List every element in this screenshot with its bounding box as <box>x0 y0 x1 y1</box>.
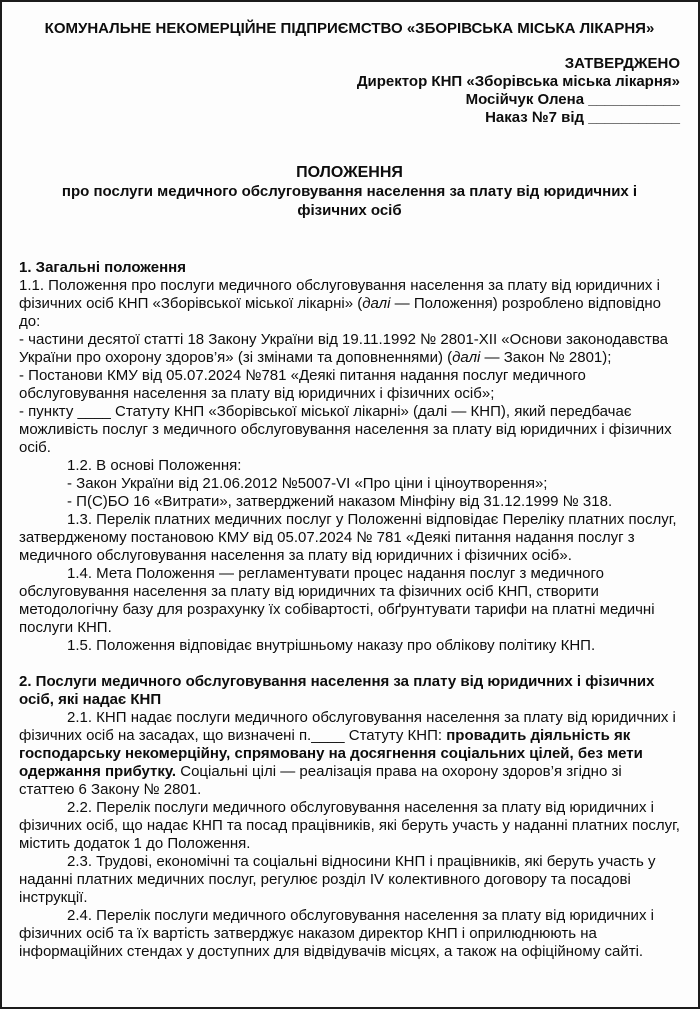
section-general-provisions <box>19 259 680 655</box>
paragraph-1-2: 1.2. В основі Положення: <box>67 457 242 474</box>
bullet-resolution-781: - Постанови КМУ від 05.07.2024 №781 «Деякі питання надання послуг медичного обслуговування населення за плату від юридичних і фізичних осіб»; <box>19 367 586 402</box>
bullet-law-2801: - частини десятої статті 18 Закону України від 19.11.1992 № 2801-XII «Основи законодавства України про охорону здоров’я» (зі змінами та доповненнями) (далі — Закон № 2801); <box>19 331 668 366</box>
section-1-heading: 1. Загальні положення <box>19 259 186 276</box>
paragraph-1-5: 1.5. Положення відповідає внутрішньому наказу про облікову політику КНП. <box>67 637 596 654</box>
approval-order-line: Наказ №7 від ___________ <box>485 109 680 126</box>
paragraph-2-2: 2.2. Перелік послуги медичного обслуговування населення за плату від юридичних і фізичних осіб, що надає КНП та посад працівників, які беруть участь у наданні платних послуг, містить додаток 1 до Положення. <box>19 799 680 852</box>
approval-stamp: ЗАТВЕРДЖЕНО <box>564 55 680 72</box>
bullet-law-5007: - Закон України від 21.06.2012 №5007-VI «Про ціни і ціноутворення»; <box>67 475 548 492</box>
paragraph-1-3: 1.3. Перелік платних медичних послуг у Положенні відповідає Переліку платних послуг, затвердженому постановою КМУ від 05.07.2024 № 781 «Деякі питання надання послуг з медичного обслуговування населення за плату від юридичних і фізичних осіб». <box>19 511 677 564</box>
paragraph-1-4: 1.4. Мета Положення — регламентувати процес надання послуг з медичного обслуговування населення за плату від юридичних та фізичних осіб КНП, створити методологічну базу для розрахунку їх собівартості, обґрунтувати тарифи на платні медичні послуги КНП. <box>19 565 655 636</box>
document-subtitle: про послуги медичного обслуговування населення за плату від юридичних і фізичних осіб <box>61 183 638 219</box>
org-name: КОМУНАЛЬНЕ НЕКОМЕРЦІЙНЕ ПІДПРИЄМСТВО «ЗБОРІВСЬКА МІСЬКА ЛІКАРНЯ» <box>44 20 655 37</box>
paragraph-2-4: 2.4. Перелік послуги медичного обслуговування населення за плату від юридичних і фізичних осіб та їх вартість затверджує наказом директор КНП і оприлюднюють на інформаційних стендах у доступних для відвідувачів місцях, а також на офіційному сайті. <box>19 907 654 960</box>
section-paid-services <box>19 673 680 961</box>
paragraph-2-3: 2.3. Трудові, економічні та соціальні відносини КНП і працівників, які беруть участь у наданні платних медичних послуг, регулює розділ IV колективного договору та посадові інструкції. <box>19 853 656 906</box>
bullet-statute-item: - пункту ____ Статуту КНП «Зборівської міської лікарні» (далі — КНП), який передбачає можливість послуг з медичного обслуговування населення за плату від юридичних і фізичних осіб. <box>19 403 672 456</box>
bullet-psbo-16: - П(С)БО 16 «Витрати», затверджений наказом Мінфіну від 31.12.1999 № 318. <box>67 493 613 510</box>
approval-name-line: Мосійчук Олена ___________ <box>465 91 680 108</box>
section-2-heading: 2. Послуги медичного обслуговування населення за плату від юридичних і фізичних осіб, які надає КНП <box>19 673 655 708</box>
approval-block <box>19 55 680 127</box>
approval-director-line: Директор КНП «Зборівська міська лікарня» <box>356 73 680 90</box>
paragraph-1-1: 1.1. Положення про послуги медичного обслуговування населення за плату від юридичних і фізичних осіб КНП «Зборівської міської лікарні» (далі — Положення) розроблено відповідно до: <box>19 277 662 330</box>
paragraph-2-1: 2.1. КНП надає послуги медичного обслуговування населення за плату від юридичних і фізичних осіб на засадах, що визначені п.____ Статуту КНП: провадить діяльність як господарську некомерційну, спрямовану на досягнення соціальних цілей, без мети одержання прибутку. Соціальні цілі — реалізація права на охорону здоров’я згідно зі статтею 6 Закону № 2801. <box>19 709 676 798</box>
document-title: ПОЛОЖЕННЯ <box>296 164 403 181</box>
